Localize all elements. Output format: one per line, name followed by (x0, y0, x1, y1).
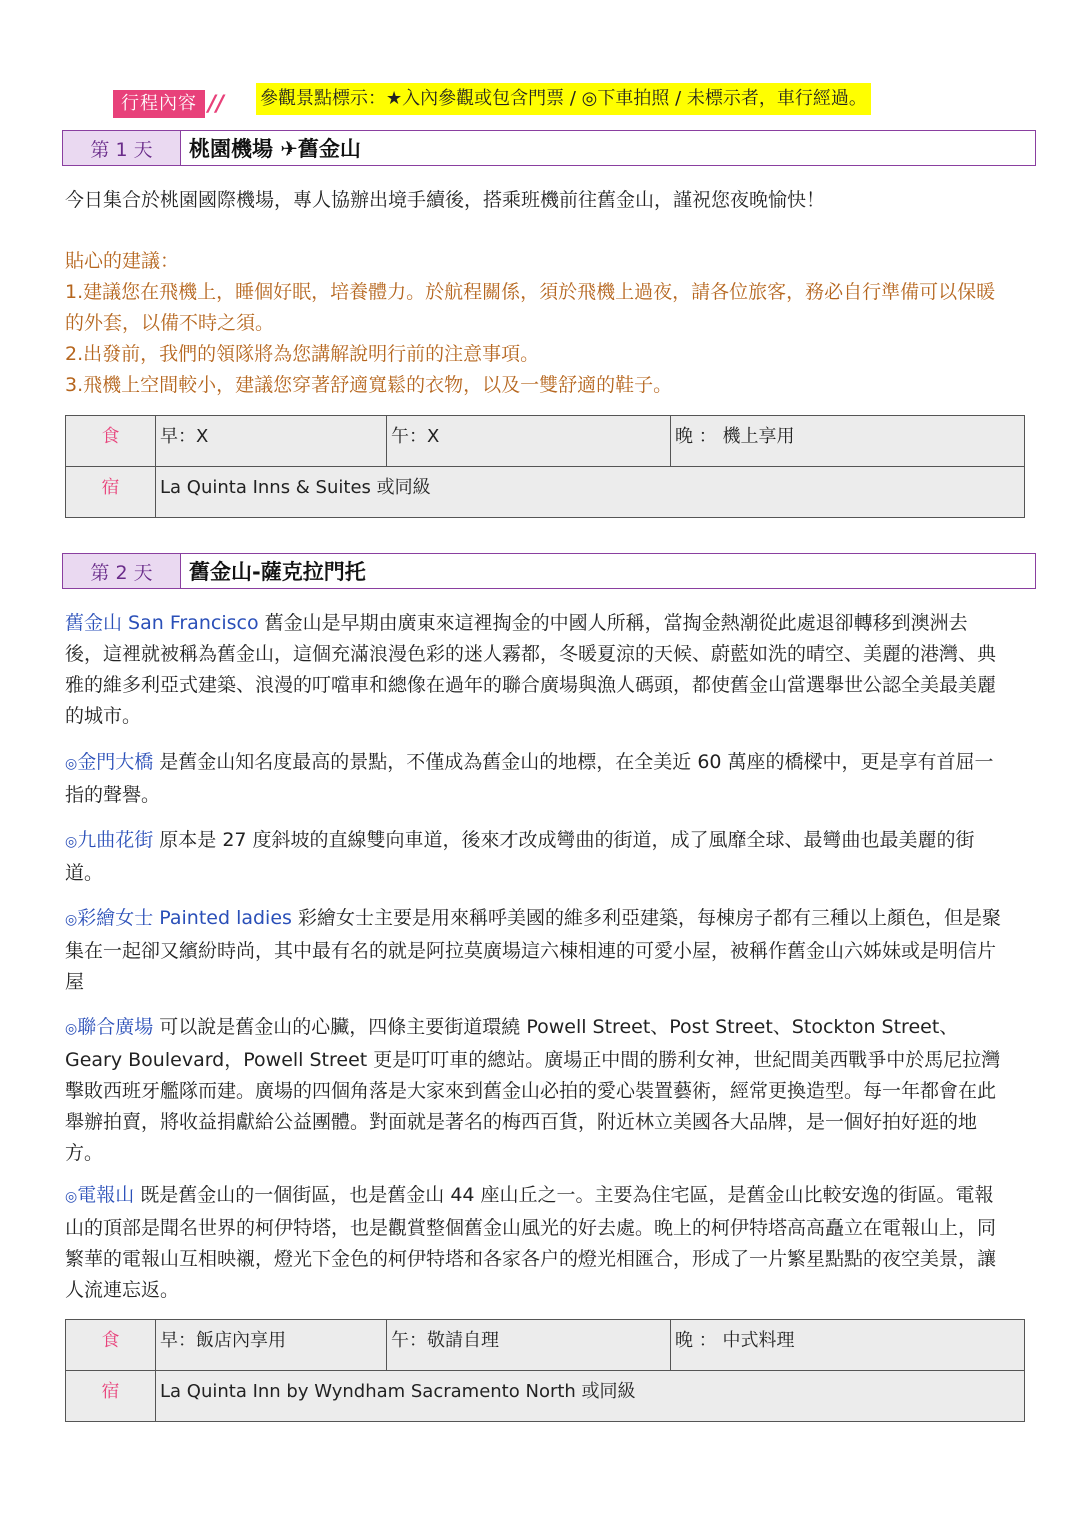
hotel-cell: La Quinta Inns & Suites 或同級 (156, 467, 1025, 518)
day1-number: 第 1 天 (63, 131, 181, 165)
dinner-cell: 晚 ： 中式料理 (671, 1320, 1025, 1371)
hotel-row (66, 467, 1025, 518)
tips-title: 貼心的建議： (65, 250, 180, 272)
day2-title: 舊金山-薩克拉門托 (189, 560, 366, 584)
lunch-cell: 午：X (387, 416, 671, 467)
spot-text: 是舊金山知名度最高的景點，不僅成為舊金山的地標，在全美近 60 萬座的橋樑中，更是享有首屈一指的聲譽。 (65, 751, 994, 806)
spot-painted-ladies (65, 903, 1005, 998)
day1-meal-table (65, 415, 1025, 518)
tip-item: 2.出發前，我們的領隊將為您講解說明行前的注意事項。 (65, 343, 540, 365)
day1-header (62, 130, 1036, 166)
meal-row (66, 416, 1025, 467)
spot-telegraph-hill (65, 1180, 1005, 1306)
hotel-label: 宿 (66, 1371, 156, 1422)
spot-lombard (65, 825, 1005, 889)
meal-row (66, 1320, 1025, 1371)
spot-name: 彩繪女士 Painted ladies (77, 907, 292, 929)
day1-tips (65, 246, 1005, 401)
day1-intro: 今日集合於桃園國際機場，專人協辦出境手續後，搭乘班機前往舊金山，謹祝您夜晚愉快！ (65, 189, 826, 211)
sf-intro (65, 608, 1005, 732)
spot-text: 可以說是舊金山的心臟，四條主要街道環繞 Powell Street、Post Street、Stockton Street、Geary Boulevard，Powell Street 更是叮叮車的總站。廣場正中間的勝利女神，世紀間美西戰爭中於馬尼拉灣擊敗西班牙艦隊而建。廣場的四個角落是大家來到舊金山必拍的愛心裝置藝術，經常更換造型。每一年都會在此舉辦拍賣，將收益捐獻給公益團體。對面就是著名的梅西百貨，附近林立美國各大品牌，是一個好拍好逛的地方。 (65, 1016, 1001, 1164)
hotel-label: 宿 (66, 467, 156, 518)
meal-label: 食 (66, 416, 156, 467)
sf-text: 舊金山是早期由廣東來這裡掏金的中國人所稱，當掏金熱潮從此處退卻轉移到澳洲去後，這裡就被稱為舊金山，這個充滿浪漫色彩的迷人霧都，冬暖夏涼的天候、蔚藍如洗的晴空、美麗的港灣、典雅的維多利亞式建築、浪漫的叮噹車和總像在過年的聯合廣場與漁人碼頭，都使舊金山當選舉世公認全美最美麗的城市。 (65, 612, 997, 727)
spot-union-square (65, 1012, 1005, 1169)
photo-stop-icon: ◎ (65, 1189, 78, 1205)
photo-stop-icon: ◎ (65, 1021, 78, 1037)
day2-number: 第 2 天 (63, 554, 181, 588)
hotel-row (66, 1371, 1025, 1422)
spot-text: 既是舊金山的一個街區，也是舊金山 44 座山丘之一。主要為住宅區，是舊金山比較安逸的街區。電報山的頂部是聞名世界的柯伊特塔，也是觀賞整個舊金山風光的好去處。晚上的柯伊特塔高高矗立在電報山上，同繁華的電報山互相映襯，燈光下金色的柯伊特塔和各家各户的燈光相匯合，形成了一片繁星點點的夜空美景，讓人流連忘返。 (65, 1184, 997, 1301)
hotel-cell: La Quinta Inn by Wyndham Sacramento North 或同級 (156, 1371, 1025, 1422)
legend-note: 參觀景點標示：★入內參觀或包含門票 / ◎下車拍照 / 未標示者，車行經過。 (256, 83, 871, 115)
sf-name: 舊金山 San Francisco (65, 612, 259, 634)
spot-golden-gate (65, 747, 1005, 811)
spot-name: 九曲花街 (77, 829, 154, 851)
day2-header (62, 553, 1036, 589)
photo-stop-icon: ◎ (65, 756, 78, 772)
section-tag-label: 行程內容 (113, 90, 205, 118)
tip-item: 1.建議您在飛機上，睡個好眠，培養體力。於航程關係，須於飛機上過夜，請各位旅客，務必自行準備可以保暖的外套，以備不時之須。 (65, 281, 996, 334)
section-tag (113, 90, 224, 118)
tag-slash-decoration: // (208, 91, 225, 117)
spot-text: 原本是 27 度斜坡的直線雙向車道，後來才改成彎曲的街道，成了風靡全球、最彎曲也最美麗的街道。 (65, 829, 975, 884)
photo-stop-icon: ◎ (65, 912, 78, 928)
day1-title: 桃園機場 ✈舊金山 (189, 137, 361, 161)
meal-label: 食 (66, 1320, 156, 1371)
spot-name: 電報山 (77, 1184, 135, 1206)
spot-text: 彩繪女士主要是用來稱呼美國的維多利亞建築，每棟房子都有三種以上顏色，但是聚集在一起卻又繽紛時尚，其中最有名的就是阿拉莫廣場這六棟相連的可愛小屋，被稱作舊金山六姊妹或是明信片屋 (65, 907, 1001, 993)
dinner-cell: 晚 ： 機上享用 (671, 416, 1025, 467)
breakfast-cell: 早：X (156, 416, 387, 467)
breakfast-cell: 早：飯店內享用 (156, 1320, 387, 1371)
spot-name: 聯合廣場 (77, 1016, 154, 1038)
tip-item: 3.飛機上空間較小，建議您穿著舒適寬鬆的衣物，以及一雙舒適的鞋子。 (65, 374, 673, 396)
spot-name: 金門大橋 (77, 751, 154, 773)
lunch-cell: 午：敬請自理 (387, 1320, 671, 1371)
photo-stop-icon: ◎ (65, 834, 78, 850)
day2-meal-table (65, 1319, 1025, 1422)
